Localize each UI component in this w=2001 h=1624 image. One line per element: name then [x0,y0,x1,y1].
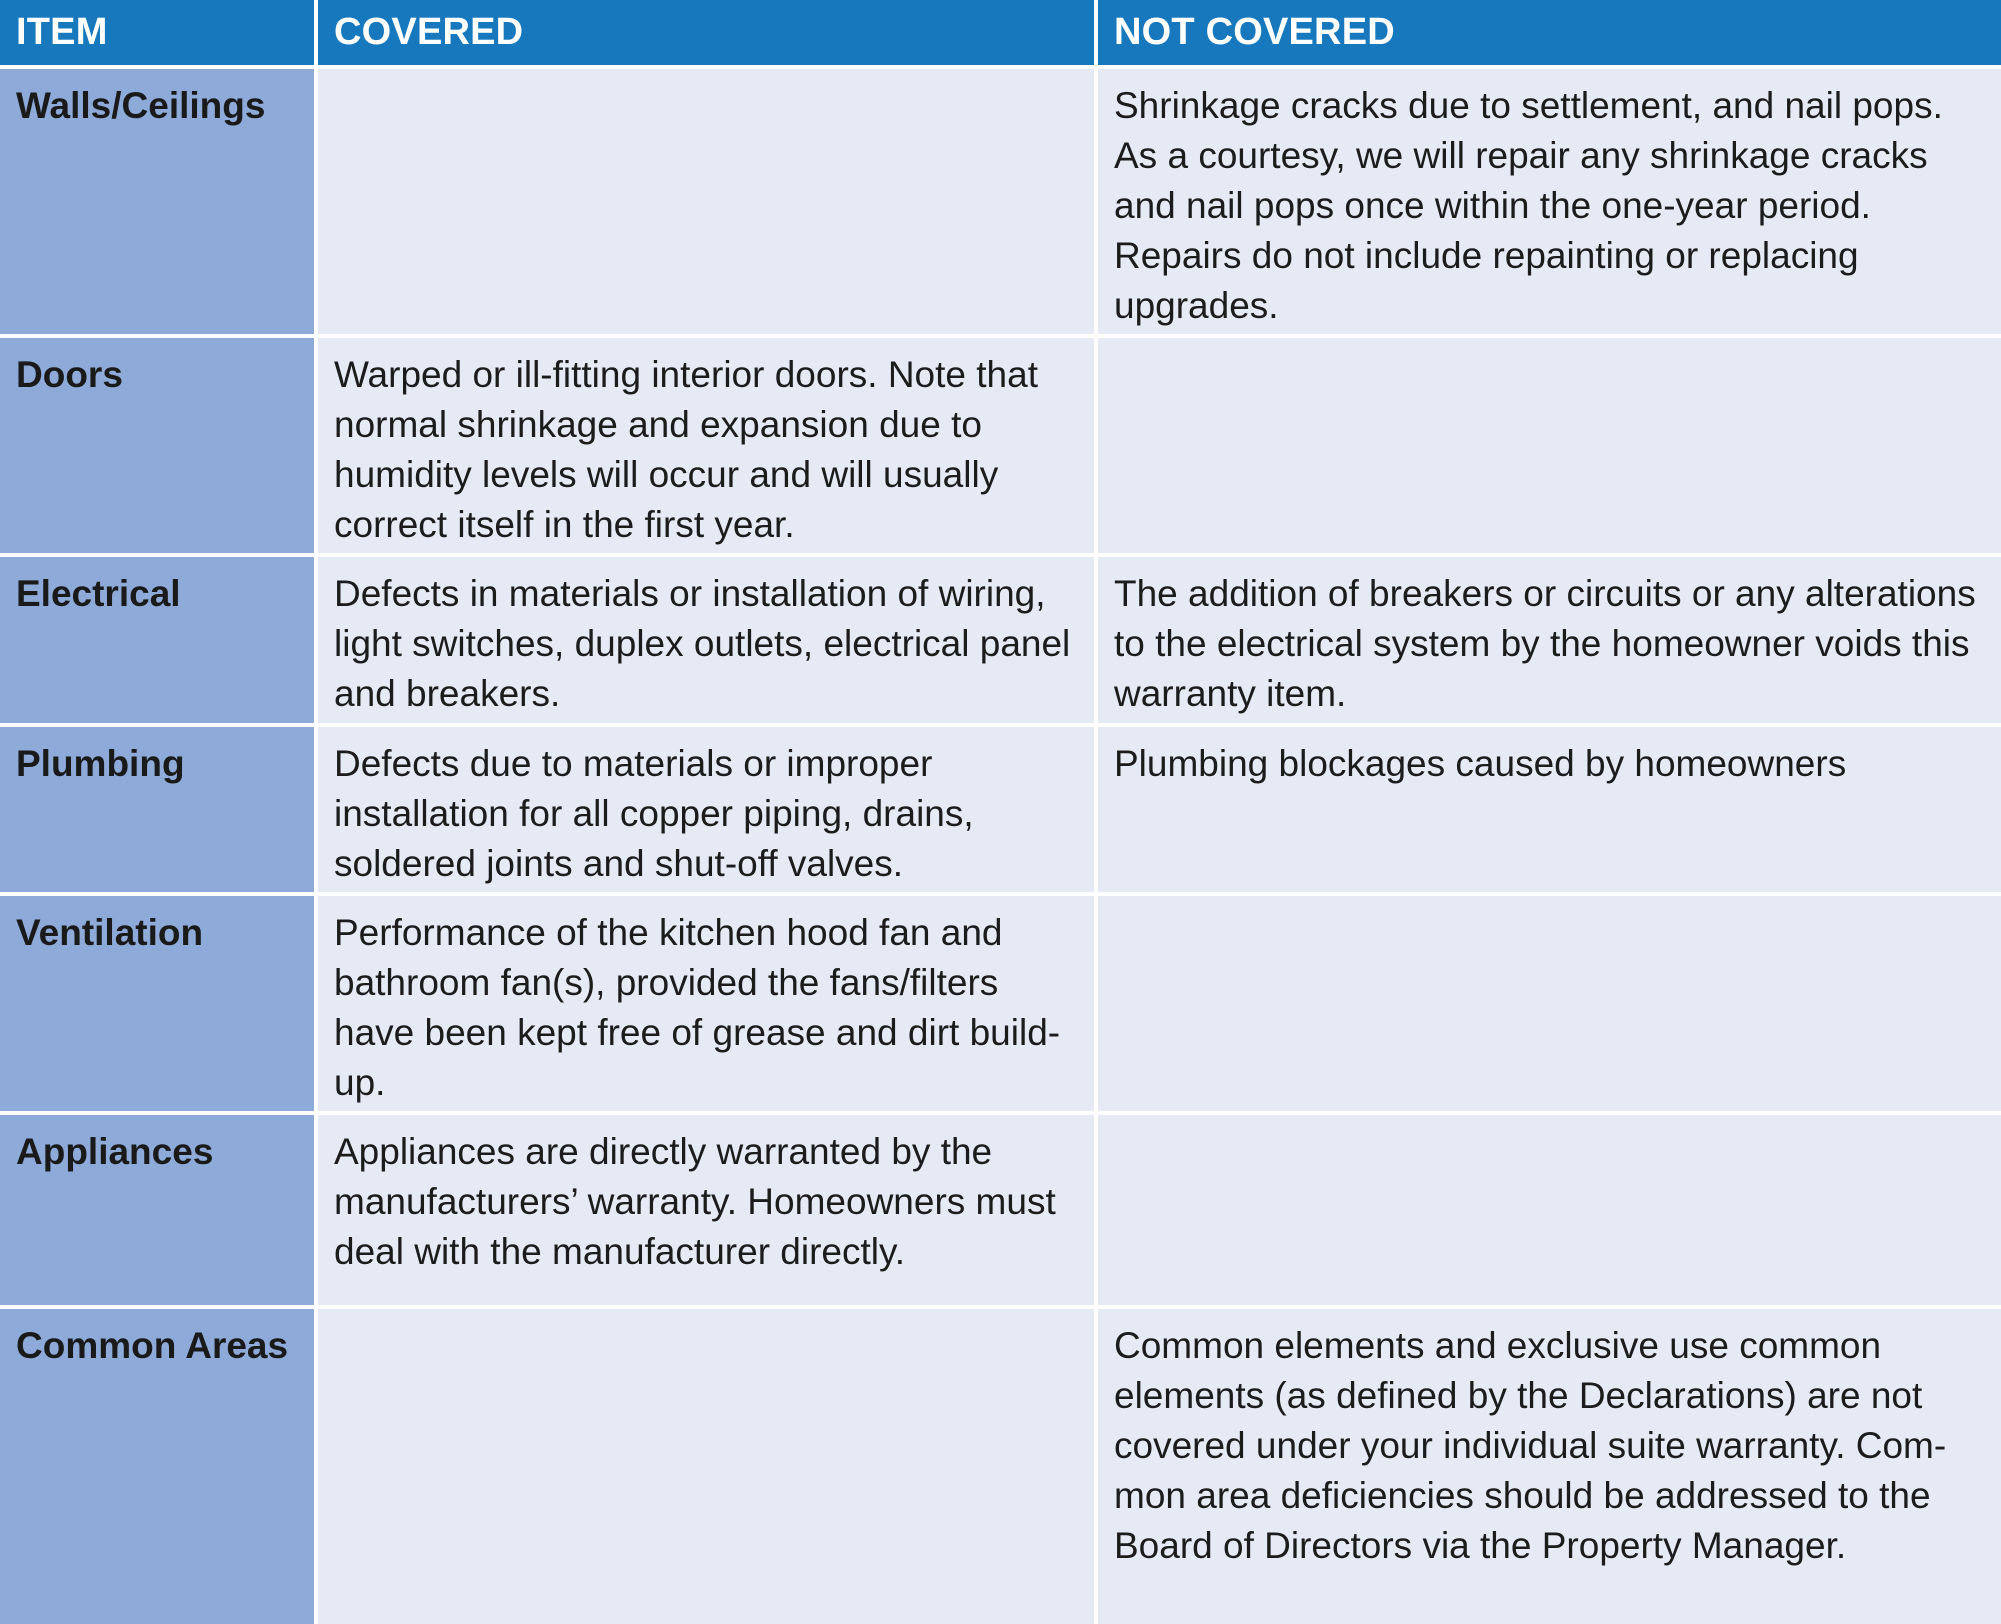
table-row [0,336,2001,555]
item-cell: Doors [0,336,316,555]
not-covered-cell: Common elements and exclusive use common elements (as defined by the Declarations) are not covered under your individual suite warranty. Common area deficiencies should be addressed to the Board of Directors via the Property Manager. [1096,1307,2001,1624]
table-row [0,1307,2001,1624]
not-covered-cell [1096,894,2001,1113]
not-covered-cell: Plumbing blockages caused by homeowners [1096,725,2001,894]
item-cell: Appliances [0,1113,316,1307]
covered-cell: Defects in materials or installation of wiring, light switches, duplex outlets, electrical panel and breakers. [316,555,1096,725]
item-cell: Common Areas [0,1307,316,1624]
table-header-row [0,0,2001,67]
item-cell: Plumbing [0,725,316,894]
not-covered-cell: The addition of breakers or circuits or any alterations to the electrical system by the homeowner voids this warranty item. [1096,555,2001,725]
covered-cell: Warped or ill-fitting interior doors. Note that normal shrinkage and expansion due to humidity levels will occur and will usually correct itself in the first year. [316,336,1096,555]
table-row [0,725,2001,894]
item-cell: Walls/Ceilings [0,67,316,336]
not-covered-cell [1096,336,2001,555]
item-cell: Ventilation [0,894,316,1113]
header-item: ITEM [0,0,316,67]
header-not-covered: NOT COVERED [1096,0,2001,67]
table-row [0,894,2001,1113]
table-row [0,555,2001,725]
not-covered-cell [1096,1113,2001,1307]
covered-cell: Appliances are directly warranted by the manufacturers’ warranty. Homeowners must deal with the manufacturer directly. [316,1113,1096,1307]
header-covered: COVERED [316,0,1096,67]
table-row [0,67,2001,336]
covered-cell [316,67,1096,336]
covered-cell [316,1307,1096,1624]
table-row [0,1113,2001,1307]
item-cell: Electrical [0,555,316,725]
not-covered-cell: Shrinkage cracks due to settlement, and nail pops. As a courtesy, we will repair any shrinkage cracks and nail pops once within the one-year period. Repairs do not include repainting or replacing upgrades. [1096,67,2001,336]
covered-cell: Defects due to materials or improper installation for all copper piping, drains, soldered joints and shut-off valves. [316,725,1096,894]
covered-cell: Performance of the kitchen hood fan and bathroom fan(s), provided the fans/filters have been kept free of grease and dirt build-up. [316,894,1096,1113]
